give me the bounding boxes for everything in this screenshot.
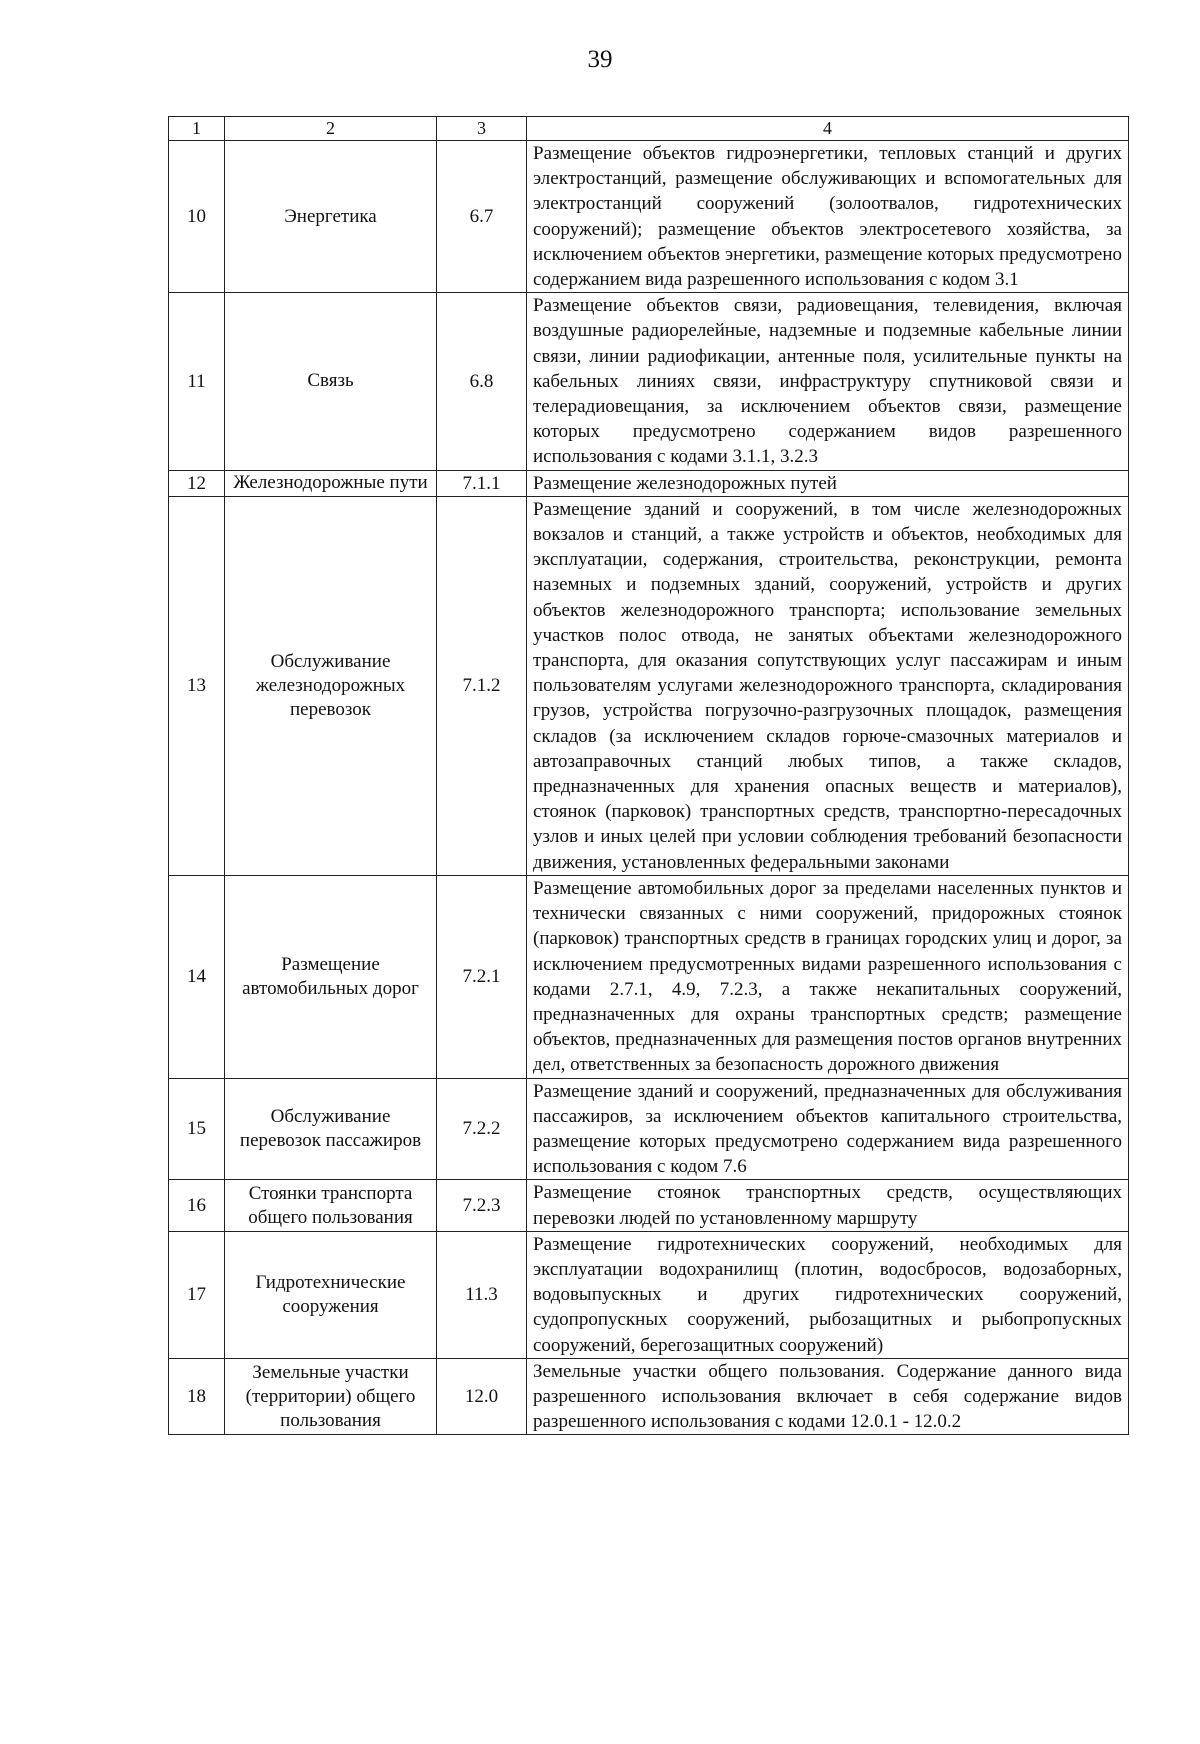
table-row — [169, 470, 1129, 496]
table-row — [169, 496, 1129, 875]
header-col-3: 3 — [437, 117, 527, 141]
use-type-description: Размещение гидротехнических сооружений, необходимых для эксплуатации водохранилищ (плотин, водосбросов, водозаборных, водовыпускных и других гидротехнических сооружений, судопропускных сооружений, рыбозащитных и рыбопропускных сооружений, берегозащитных сооружений) — [527, 1231, 1129, 1358]
table-row — [169, 1180, 1129, 1231]
row-number: 13 — [169, 496, 225, 875]
use-type-description: Размещение объектов связи, радиовещания, телевидения, включая воздушные радиорелейные, надземные и подземные кабельные линии связи, линии радиофикации, антенные поля, усилительные пункты на кабельных линиях связи, инфраструктуру спутниковой связи и телерадиовещания, за исключением объектов связи, размещение которых предусмотрено содержанием видов разрешенного использования с кодами 3.1.1, 3.2.3 — [527, 293, 1129, 470]
use-type-code: 7.2.2 — [437, 1078, 527, 1180]
row-number: 10 — [169, 141, 225, 293]
header-row — [169, 117, 1129, 141]
page-number: 39 — [587, 46, 613, 73]
row-number: 16 — [169, 1180, 225, 1231]
table-row — [169, 1231, 1129, 1358]
use-type-code: 6.8 — [437, 293, 527, 470]
use-type-description: Земельные участки общего пользования. Содержание данного вида разрешенного использования включает в себя содержание видов разрешенного использования с кодами 12.0.1 - 12.0.2 — [527, 1358, 1129, 1435]
use-type-name: Стоянки транспорта общего пользования — [225, 1180, 437, 1231]
table-row — [169, 141, 1129, 293]
use-type-description: Размещение зданий и сооружений, предназначенных для обслуживания пассажиров, за исключением объектов капитального строительства, размещение которых предусмотрено содержанием вида разрешенного использования с кодом 7.6 — [527, 1078, 1129, 1180]
use-type-name: Земельные участки (территории) общего пользования — [225, 1358, 437, 1435]
use-type-description: Размещение железнодорожных путей — [527, 470, 1129, 496]
table-row — [169, 875, 1129, 1078]
table-row — [169, 1358, 1129, 1435]
use-type-code: 7.1.1 — [437, 470, 527, 496]
row-number: 18 — [169, 1358, 225, 1435]
use-type-code: 12.0 — [437, 1358, 527, 1435]
use-type-name: Железнодорожные пути — [225, 470, 437, 496]
use-type-name: Гидротехнические сооружения — [225, 1231, 437, 1358]
use-type-name: Обслуживание железнодорожных перевозок — [225, 496, 437, 875]
table-row — [169, 1078, 1129, 1180]
header-col-2: 2 — [225, 117, 437, 141]
use-type-description: Размещение стоянок транспортных средств, осуществляющих перевозки людей по установленному маршруту — [527, 1180, 1129, 1231]
row-number: 15 — [169, 1078, 225, 1180]
header-col-1: 1 — [169, 117, 225, 141]
row-number: 12 — [169, 470, 225, 496]
use-type-description: Размещение зданий и сооружений, в том числе железнодорожных вокзалов и станций, а также устройств и объектов, необходимых для эксплуатации, содержания, строительства, реконструкции, ремонта наземных и подземных зданий, сооружений, устройств и других объектов железнодорожного транспорта; использование земельных участков полос отвода, не занятых объектами железнодорожного транспорта, для оказания сопутствующих услуг пассажирам и иным пользователям услугами железнодорожного транспорта, складирования грузов, устройства погрузочно-разгрузочных площадок, размещения складов (за исключением складов горюче-смазочных материалов и автозаправочных станций любых типов, а также складов, предназначенных для хранения опасных веществ и материалов), стоянок (парковок) транспортных средств, транспортно-пересадочных узлов и иных целей при условии соблюдения требований безопасности движения, установленных федеральными законами — [527, 496, 1129, 875]
use-type-description: Размещение автомобильных дорог за пределами населенных пунктов и технически связанных с ними сооружений, придорожных стоянок (парковок) транспортных средств в границах городских улиц и дорог, за исключением предусмотренных видами разрешенного использования с кодами 2.7.1, 4.9, 7.2.3, а также некапитальных сооружений, предназначенных для охраны транспортных средств; размещение объектов, предназначенных для размещения постов органов внутренних дел, ответственных за безопасность дорожного движения — [527, 875, 1129, 1078]
header-col-4: 4 — [527, 117, 1129, 141]
land-use-table — [168, 116, 1129, 1435]
use-type-name: Обслуживание перевозок пассажиров — [225, 1078, 437, 1180]
table-row — [169, 293, 1129, 470]
use-type-code: 11.3 — [437, 1231, 527, 1358]
use-type-name: Связь — [225, 293, 437, 470]
use-type-code: 7.2.3 — [437, 1180, 527, 1231]
row-number: 17 — [169, 1231, 225, 1358]
use-type-code: 7.2.1 — [437, 875, 527, 1078]
row-number: 11 — [169, 293, 225, 470]
use-type-name: Энергетика — [225, 141, 437, 293]
row-number: 14 — [169, 875, 225, 1078]
use-type-code: 6.7 — [437, 141, 527, 293]
use-type-description: Размещение объектов гидроэнергетики, тепловых станций и других электростанций, размещение обслуживающих и вспомогательных для электростанций сооружений (золоотвалов, гидротехнических сооружений); размещение объектов электросетевого хозяйства, за исключением объектов энергетики, размещение которых предусмотрено содержанием вида разрешенного использования с кодом 3.1 — [527, 141, 1129, 293]
use-type-code: 7.1.2 — [437, 496, 527, 875]
use-type-name: Размещение автомобильных дорог — [225, 875, 437, 1078]
